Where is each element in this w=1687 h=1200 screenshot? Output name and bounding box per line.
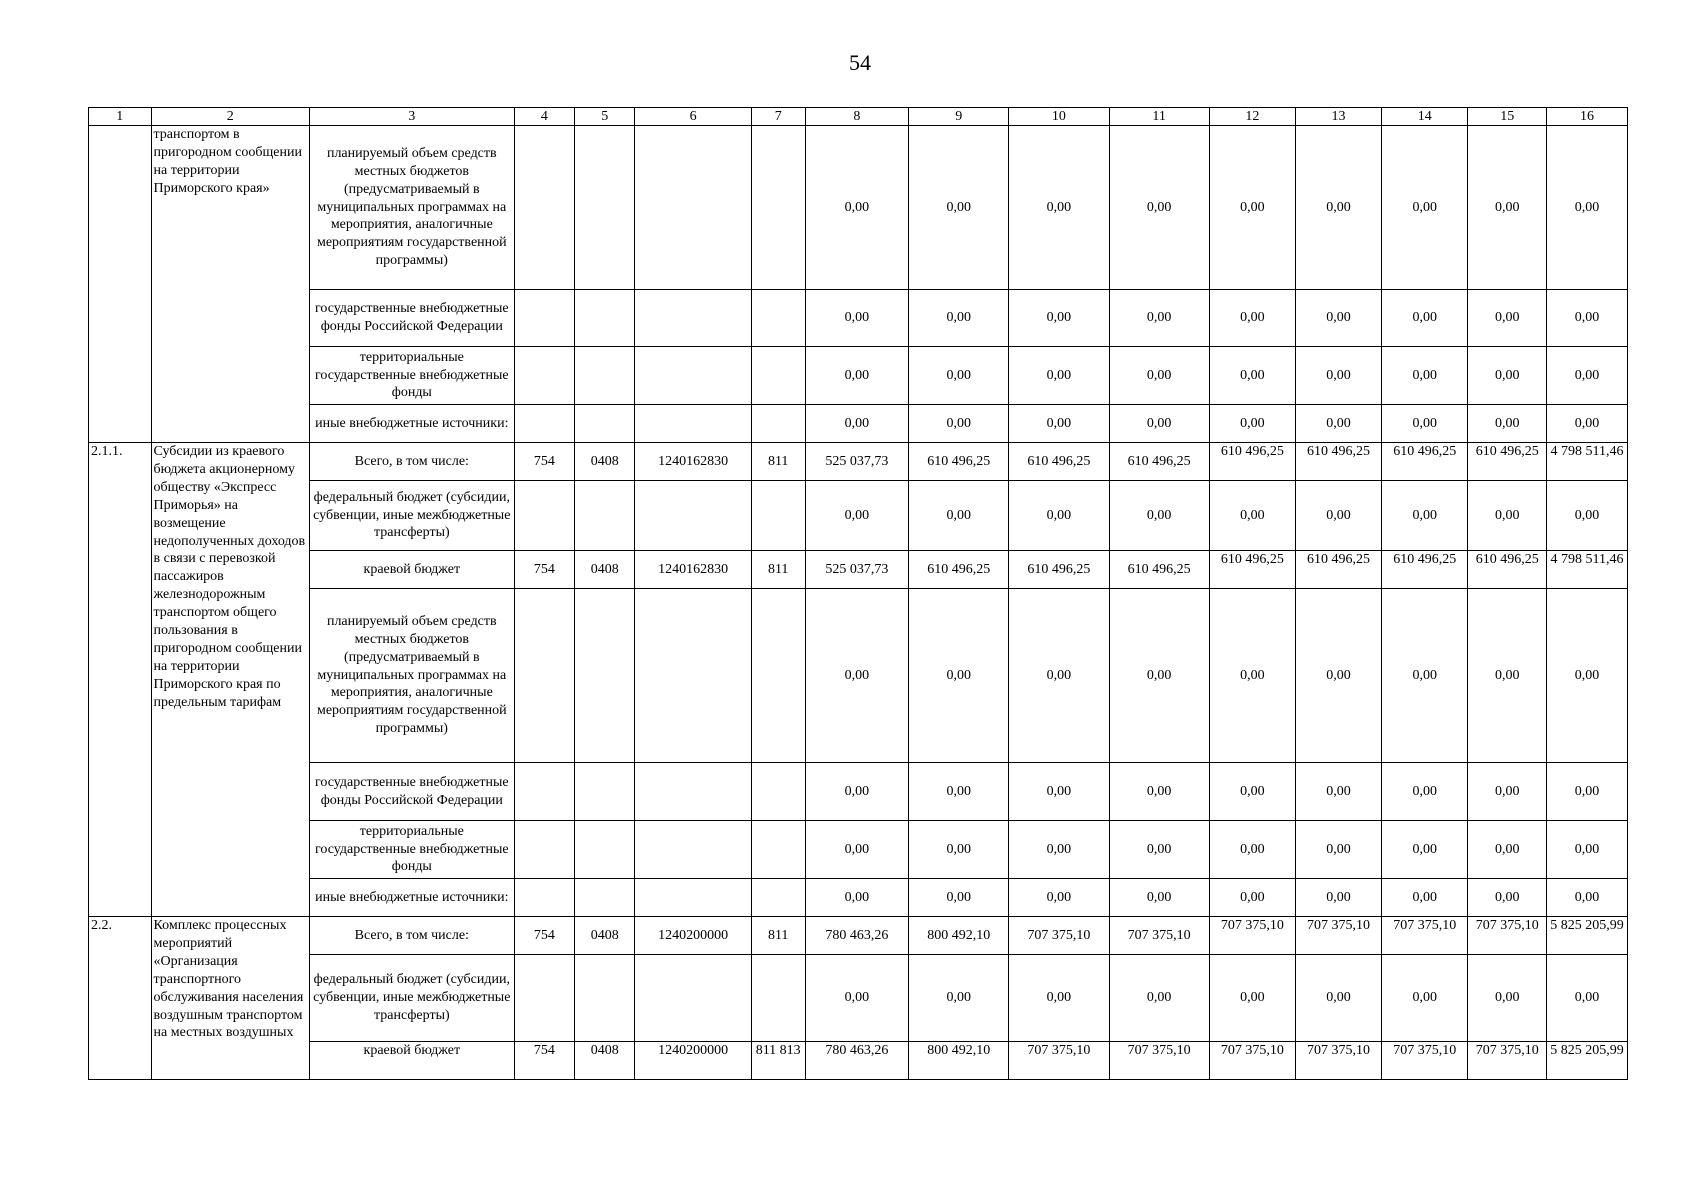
code-cell: 754 bbox=[514, 443, 574, 481]
code-cell: 0408 bbox=[575, 443, 635, 481]
code-cell: 754 bbox=[514, 1042, 574, 1080]
table-row bbox=[89, 589, 1628, 763]
measure-name-cell: Комплекс процессных мероприятий «Организация транспортного обслуживания населения воздушным транспортом на местных воздушных bbox=[151, 917, 309, 1080]
value-cell: 610 496,25 bbox=[1209, 443, 1295, 481]
col-header: 13 bbox=[1295, 108, 1381, 126]
value-cell: 780 463,26 bbox=[805, 917, 908, 955]
value-cell: 610 496,25 bbox=[1209, 551, 1295, 589]
value-cell: 0,00 bbox=[1295, 347, 1381, 405]
value-cell: 707 375,10 bbox=[1382, 1042, 1468, 1080]
value-cell: 0,00 bbox=[1382, 879, 1468, 917]
value-cell: 0,00 bbox=[909, 955, 1009, 1042]
table-row bbox=[89, 443, 1628, 481]
value-cell: 707 375,10 bbox=[1382, 917, 1468, 955]
value-cell: 0,00 bbox=[1109, 879, 1209, 917]
code-cell: 811 bbox=[751, 917, 805, 955]
code-cell: 811 bbox=[751, 551, 805, 589]
value-cell: 0,00 bbox=[1468, 347, 1547, 405]
table-row bbox=[89, 481, 1628, 551]
value-cell: 0,00 bbox=[1547, 763, 1628, 821]
value-cell: 5 825 205,99 bbox=[1547, 1042, 1628, 1080]
source-cell: иные внебюджетные источники: bbox=[309, 879, 514, 917]
value-cell: 525 037,73 bbox=[805, 443, 908, 481]
value-cell: 0,00 bbox=[1209, 589, 1295, 763]
value-cell: 0,00 bbox=[909, 821, 1009, 879]
value-cell: 0,00 bbox=[1295, 879, 1381, 917]
value-cell: 0,00 bbox=[1468, 589, 1547, 763]
code-cell: 1240162830 bbox=[635, 443, 751, 481]
value-cell: 0,00 bbox=[1468, 290, 1547, 347]
source-cell: территориальные государственные внебюджетные фонды bbox=[309, 821, 514, 879]
value-cell: 0,00 bbox=[1468, 126, 1547, 290]
value-cell: 707 375,10 bbox=[1009, 917, 1109, 955]
row-number-cell bbox=[89, 126, 152, 443]
value-cell: 707 375,10 bbox=[1109, 1042, 1209, 1080]
value-cell: 0,00 bbox=[909, 290, 1009, 347]
value-cell: 0,00 bbox=[1009, 589, 1109, 763]
value-cell: 0,00 bbox=[1382, 481, 1468, 551]
col-header: 5 bbox=[575, 108, 635, 126]
code-cell: 1240162830 bbox=[635, 551, 751, 589]
value-cell: 4 798 511,46 bbox=[1547, 443, 1628, 481]
table-row bbox=[89, 763, 1628, 821]
value-cell: 0,00 bbox=[1382, 821, 1468, 879]
value-cell: 0,00 bbox=[1547, 955, 1628, 1042]
value-cell: 0,00 bbox=[1382, 126, 1468, 290]
code-cell: 811 813 bbox=[751, 1042, 805, 1080]
value-cell: 610 496,25 bbox=[1468, 443, 1547, 481]
value-cell: 0,00 bbox=[1109, 821, 1209, 879]
value-cell: 0,00 bbox=[1468, 405, 1547, 443]
value-cell: 0,00 bbox=[1295, 821, 1381, 879]
value-cell: 0,00 bbox=[1382, 763, 1468, 821]
code-cell: 754 bbox=[514, 917, 574, 955]
col-header: 2 bbox=[151, 108, 309, 126]
col-header: 3 bbox=[309, 108, 514, 126]
value-cell: 0,00 bbox=[1295, 589, 1381, 763]
col-header: 12 bbox=[1209, 108, 1295, 126]
value-cell: 0,00 bbox=[909, 481, 1009, 551]
value-cell: 610 496,25 bbox=[1009, 551, 1109, 589]
budget-table bbox=[88, 107, 1628, 1080]
value-cell: 0,00 bbox=[1109, 126, 1209, 290]
value-cell: 610 496,25 bbox=[1009, 443, 1109, 481]
value-cell: 0,00 bbox=[1382, 347, 1468, 405]
value-cell: 0,00 bbox=[1468, 481, 1547, 551]
value-cell: 800 492,10 bbox=[909, 917, 1009, 955]
col-header: 1 bbox=[89, 108, 152, 126]
code-cell: 1240200000 bbox=[635, 917, 751, 955]
col-header: 4 bbox=[514, 108, 574, 126]
col-header: 11 bbox=[1109, 108, 1209, 126]
value-cell: 0,00 bbox=[1209, 955, 1295, 1042]
row-number-cell: 2.2. bbox=[89, 917, 152, 1080]
code-cell: 754 bbox=[514, 551, 574, 589]
value-cell: 0,00 bbox=[1109, 589, 1209, 763]
source-cell: планируемый объем средств местных бюджетов (предусматриваемый в муниципальных программах на мероприятия, аналогичные мероприятиям государственной программы) bbox=[309, 126, 514, 290]
table-row bbox=[89, 821, 1628, 879]
source-cell: Всего, в том числе: bbox=[309, 917, 514, 955]
value-cell: 0,00 bbox=[1109, 290, 1209, 347]
value-cell: 0,00 bbox=[1382, 589, 1468, 763]
value-cell: 0,00 bbox=[1009, 955, 1109, 1042]
value-cell: 0,00 bbox=[1547, 589, 1628, 763]
source-cell: федеральный бюджет (субсидии, субвенции, иные межбюджетные трансферты) bbox=[309, 955, 514, 1042]
value-cell: 0,00 bbox=[1295, 481, 1381, 551]
value-cell: 0,00 bbox=[1295, 290, 1381, 347]
value-cell: 0,00 bbox=[805, 955, 908, 1042]
value-cell: 0,00 bbox=[1209, 290, 1295, 347]
source-cell: краевой бюджет bbox=[309, 1042, 514, 1080]
value-cell: 610 496,25 bbox=[1382, 443, 1468, 481]
value-cell: 0,00 bbox=[909, 405, 1009, 443]
value-cell: 0,00 bbox=[1468, 763, 1547, 821]
value-cell: 0,00 bbox=[805, 821, 908, 879]
value-cell: 0,00 bbox=[805, 126, 908, 290]
value-cell: 610 496,25 bbox=[1295, 443, 1381, 481]
value-cell: 707 375,10 bbox=[1468, 1042, 1547, 1080]
table-row bbox=[89, 405, 1628, 443]
value-cell: 0,00 bbox=[1547, 821, 1628, 879]
value-cell: 0,00 bbox=[909, 347, 1009, 405]
value-cell: 610 496,25 bbox=[1109, 443, 1209, 481]
value-cell: 0,00 bbox=[1295, 405, 1381, 443]
table-row bbox=[89, 955, 1628, 1042]
value-cell: 0,00 bbox=[1009, 405, 1109, 443]
value-cell: 800 492,10 bbox=[909, 1042, 1009, 1080]
value-cell: 0,00 bbox=[1009, 347, 1109, 405]
col-header: 14 bbox=[1382, 108, 1468, 126]
value-cell: 610 496,25 bbox=[1468, 551, 1547, 589]
table-row bbox=[89, 1042, 1628, 1080]
value-cell: 0,00 bbox=[909, 879, 1009, 917]
value-cell: 0,00 bbox=[805, 763, 908, 821]
value-cell: 0,00 bbox=[1009, 481, 1109, 551]
value-cell: 0,00 bbox=[1109, 763, 1209, 821]
value-cell: 0,00 bbox=[1547, 290, 1628, 347]
value-cell: 0,00 bbox=[1547, 405, 1628, 443]
source-cell: государственные внебюджетные фонды Российской Федерации bbox=[309, 290, 514, 347]
value-cell: 0,00 bbox=[1009, 763, 1109, 821]
code-cell: 811 bbox=[751, 443, 805, 481]
value-cell: 0,00 bbox=[1209, 821, 1295, 879]
value-cell: 0,00 bbox=[805, 405, 908, 443]
value-cell: 0,00 bbox=[1109, 955, 1209, 1042]
value-cell: 0,00 bbox=[1382, 290, 1468, 347]
value-cell: 0,00 bbox=[805, 589, 908, 763]
value-cell: 0,00 bbox=[1009, 290, 1109, 347]
value-cell: 0,00 bbox=[1209, 347, 1295, 405]
value-cell: 0,00 bbox=[1209, 481, 1295, 551]
table-row bbox=[89, 290, 1628, 347]
value-cell: 0,00 bbox=[1547, 879, 1628, 917]
source-cell: федеральный бюджет (субсидии, субвенции, иные межбюджетные трансферты) bbox=[309, 481, 514, 551]
source-cell: иные внебюджетные источники: bbox=[309, 405, 514, 443]
value-cell: 0,00 bbox=[1209, 763, 1295, 821]
col-header: 9 bbox=[909, 108, 1009, 126]
value-cell: 0,00 bbox=[1009, 879, 1109, 917]
value-cell: 525 037,73 bbox=[805, 551, 908, 589]
value-cell: 610 496,25 bbox=[1109, 551, 1209, 589]
value-cell: 707 375,10 bbox=[1009, 1042, 1109, 1080]
value-cell: 707 375,10 bbox=[1295, 1042, 1381, 1080]
code-cell: 1240200000 bbox=[635, 1042, 751, 1080]
value-cell: 0,00 bbox=[1109, 481, 1209, 551]
value-cell: 0,00 bbox=[1547, 481, 1628, 551]
value-cell: 0,00 bbox=[1209, 405, 1295, 443]
measure-name-cell: транспортом в пригородном сообщении на территории Приморского края» bbox=[151, 126, 309, 443]
col-header: 7 bbox=[751, 108, 805, 126]
col-header: 10 bbox=[1009, 108, 1109, 126]
table-row bbox=[89, 126, 1628, 290]
table-row bbox=[89, 917, 1628, 955]
row-number-cell: 2.1.1. bbox=[89, 443, 152, 917]
value-cell: 780 463,26 bbox=[805, 1042, 908, 1080]
value-cell: 610 496,25 bbox=[909, 551, 1009, 589]
value-cell: 5 825 205,99 bbox=[1547, 917, 1628, 955]
value-cell: 4 798 511,46 bbox=[1547, 551, 1628, 589]
value-cell: 0,00 bbox=[1209, 126, 1295, 290]
col-header: 8 bbox=[805, 108, 908, 126]
value-cell: 0,00 bbox=[1295, 763, 1381, 821]
source-cell: государственные внебюджетные фонды Российской Федерации bbox=[309, 763, 514, 821]
value-cell: 0,00 bbox=[909, 763, 1009, 821]
value-cell: 610 496,25 bbox=[909, 443, 1009, 481]
value-cell: 707 375,10 bbox=[1468, 917, 1547, 955]
source-cell: Всего, в том числе: bbox=[309, 443, 514, 481]
value-cell: 0,00 bbox=[1209, 879, 1295, 917]
value-cell: 0,00 bbox=[805, 347, 908, 405]
table-row bbox=[89, 347, 1628, 405]
value-cell: 0,00 bbox=[909, 589, 1009, 763]
page-number: 54 bbox=[849, 50, 871, 75]
value-cell: 0,00 bbox=[1547, 347, 1628, 405]
value-cell: 0,00 bbox=[1109, 347, 1209, 405]
value-cell: 0,00 bbox=[1468, 821, 1547, 879]
source-cell: краевой бюджет bbox=[309, 551, 514, 589]
measure-name-cell: Субсидии из краевого бюджета акционерному обществу «Экспресс Приморья» на возмещение недополученных доходов в связи с перевозкой пассажиров железнодорожным транспортом общего пользования в пригородном сообщении на территории Приморского края по предельным тарифам bbox=[151, 443, 309, 917]
value-cell: 707 375,10 bbox=[1109, 917, 1209, 955]
table-row bbox=[89, 879, 1628, 917]
table-row bbox=[89, 551, 1628, 589]
col-header: 6 bbox=[635, 108, 751, 126]
col-header: 16 bbox=[1547, 108, 1628, 126]
value-cell: 0,00 bbox=[1382, 955, 1468, 1042]
value-cell: 707 375,10 bbox=[1295, 917, 1381, 955]
value-cell: 0,00 bbox=[1547, 126, 1628, 290]
code-cell: 0408 bbox=[575, 551, 635, 589]
code-cell: 0408 bbox=[575, 917, 635, 955]
value-cell: 0,00 bbox=[1009, 126, 1109, 290]
value-cell: 0,00 bbox=[805, 879, 908, 917]
value-cell: 0,00 bbox=[1295, 955, 1381, 1042]
value-cell: 0,00 bbox=[909, 126, 1009, 290]
source-cell: планируемый объем средств местных бюджетов (предусматриваемый в муниципальных программах на мероприятия, аналогичные мероприятиям государственной программы) bbox=[309, 589, 514, 763]
value-cell: 0,00 bbox=[805, 481, 908, 551]
source-cell: территориальные государственные внебюджетные фонды bbox=[309, 347, 514, 405]
value-cell: 0,00 bbox=[1382, 405, 1468, 443]
value-cell: 0,00 bbox=[1468, 955, 1547, 1042]
value-cell: 0,00 bbox=[805, 290, 908, 347]
value-cell: 707 375,10 bbox=[1209, 1042, 1295, 1080]
value-cell: 0,00 bbox=[1295, 126, 1381, 290]
code-cell: 0408 bbox=[575, 1042, 635, 1080]
value-cell: 0,00 bbox=[1009, 821, 1109, 879]
value-cell: 610 496,25 bbox=[1382, 551, 1468, 589]
value-cell: 0,00 bbox=[1109, 405, 1209, 443]
value-cell: 707 375,10 bbox=[1209, 917, 1295, 955]
value-cell: 610 496,25 bbox=[1295, 551, 1381, 589]
column-number-row bbox=[89, 108, 1628, 126]
col-header: 15 bbox=[1468, 108, 1547, 126]
value-cell: 0,00 bbox=[1468, 879, 1547, 917]
